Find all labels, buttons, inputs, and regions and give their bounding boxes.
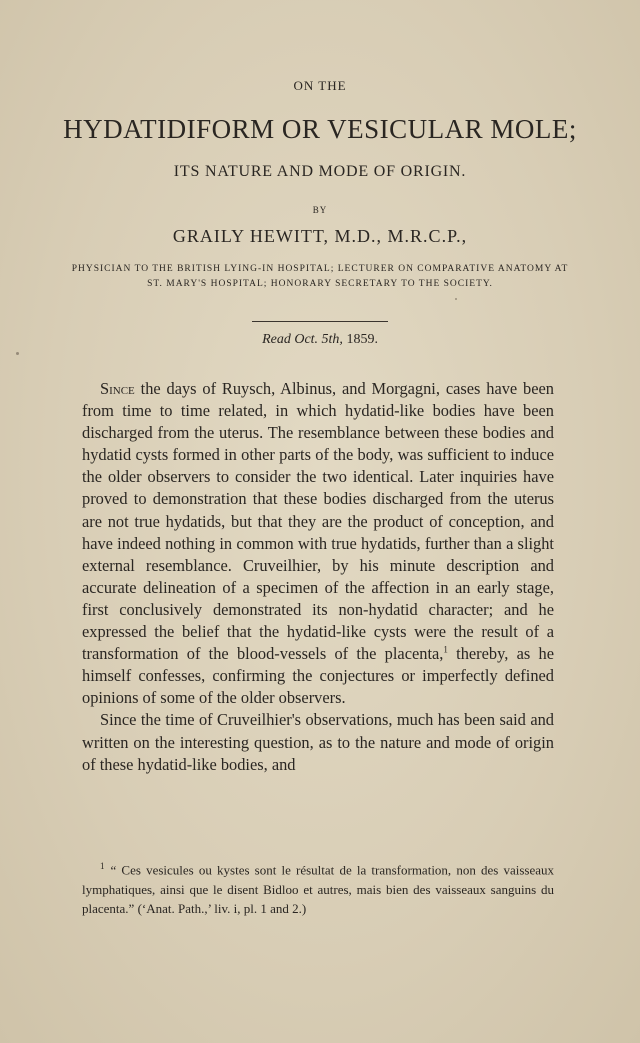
body-text bbox=[82, 378, 554, 776]
paragraph-2: Since the time of Cruveilhier's observations, much has been said and written on the interesting question, as to the nature and mode of origin of these hydatid-like bodies, and bbox=[82, 710, 554, 774]
byline-label: BY bbox=[312, 205, 328, 215]
read-date-year: 1859. bbox=[346, 332, 378, 347]
paragraph-1-first-word: Since bbox=[100, 379, 135, 398]
heading-on-the: ON THE bbox=[293, 78, 347, 93]
footnote-mark: 1 bbox=[100, 861, 105, 871]
author-affiliation: PHYSICIAN TO THE BRITISH LYING-IN HOSPITAL; LECTURER ON COMPARATIVE ANATOMY AT ST. MARY'S HOSPITAL; HONORARY SECRETARY TO THE SOCIETY. bbox=[71, 264, 569, 289]
paragraph-1 bbox=[82, 378, 554, 709]
footnote bbox=[82, 857, 554, 919]
paper-speck bbox=[16, 352, 19, 355]
paragraph-1-text-a: the days of Ruysch, Albinus, and Morgagni, cases have been from time to time related, in which hydatid-like bodies have been discharged from the uterus. The resemblance between these bodies and hydatid cysts formed in other parts of the body, was sufficient to induce the older observers to consider the two identical. Later inquiries have proved to demonstration that these bodies discharged from the uterus are not true hydatids, but that they are the product of conception, and have indeed nothing in common with true hydatids, further than a slight external resemblance. Cruveilhier, by his minute description and accurate delineation of a specimen of the affection in an early stage, first conclusively demonstrated its non-hydatid character; and he expressed the belief that the hydatid-like cysts were the result of a transformation of the blood-vessels of the placenta, bbox=[82, 379, 554, 664]
divider-rule bbox=[252, 321, 388, 322]
article-subtitle: ITS NATURE AND MODE OF ORIGIN. bbox=[173, 163, 467, 180]
read-date bbox=[0, 332, 640, 348]
article-title: HYDATIDIFORM OR VESICULAR MOLE; bbox=[63, 114, 577, 144]
author-name: GRAILY HEWITT, M.D., M.R.C.P., bbox=[172, 226, 468, 246]
paragraph-1-text-b: thereby, as he himself confesses, confirming the conjectures or imperfectly defined opinions of some of the older observers. bbox=[82, 644, 554, 708]
paper-speck bbox=[455, 298, 457, 300]
footnote-reference: 1 bbox=[443, 644, 448, 655]
footnote-text: “ Ces vesicules ou kystes sont le résultat de la transformation, non des vaisseaux lymphatiques, ainsi que le disent Bidloo et autres, mais bien des vaisseaux sanguins du placenta.” (‘Anat. Path.,’ liv. i, pl. 1 and 2.) bbox=[82, 862, 554, 917]
read-date-label: Read Oct. 5th, bbox=[262, 332, 343, 347]
